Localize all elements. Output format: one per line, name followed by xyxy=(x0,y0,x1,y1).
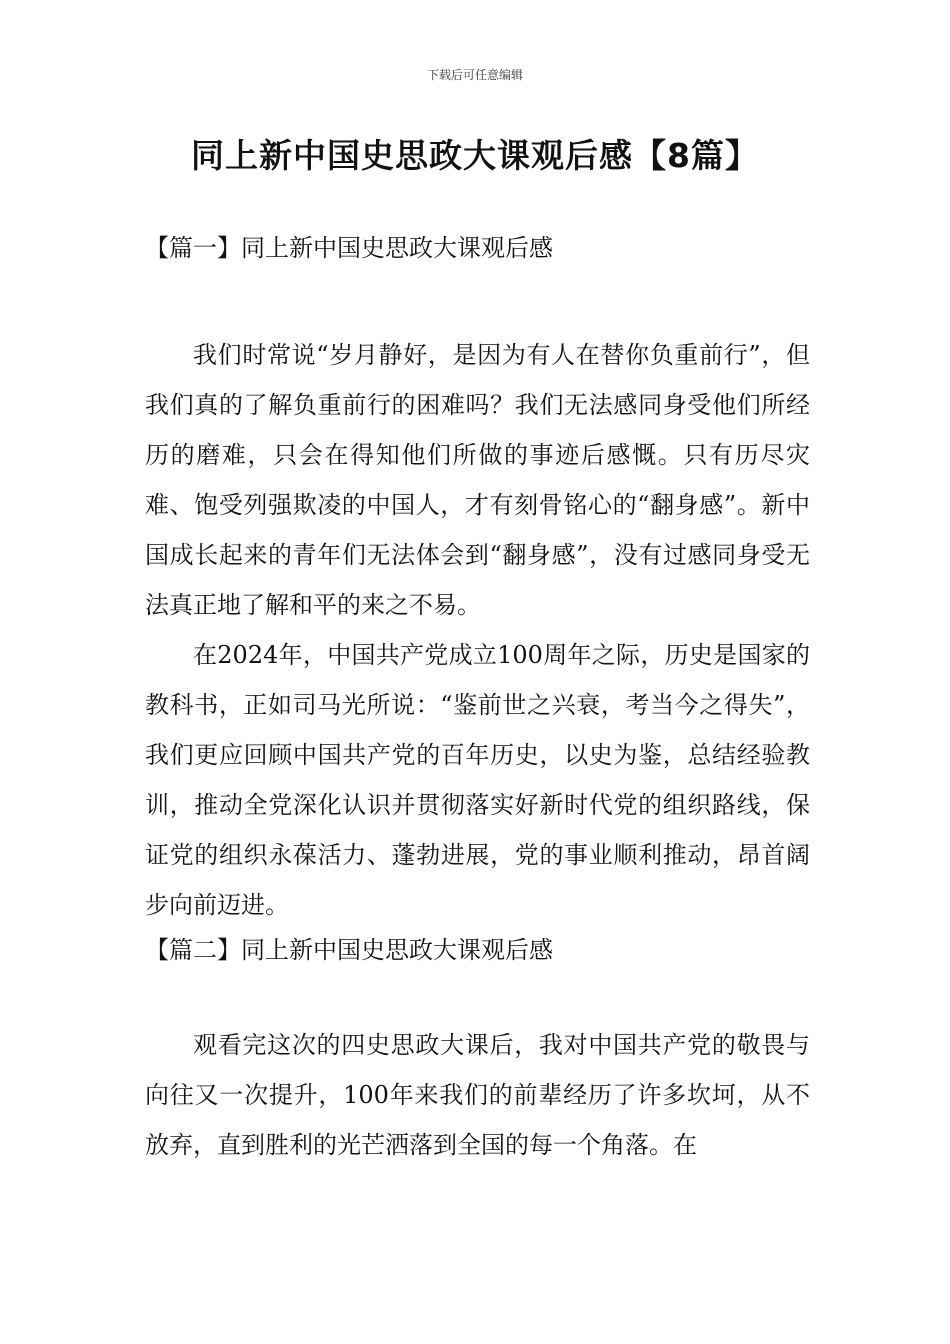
section-heading-2: 【篇二】同上新中国史思政大课观后感 xyxy=(145,936,553,964)
paragraph: 观看完这次的四史思政大课后，我对中国共产党的敬畏与向往又一次提升，100年来我们的前辈经历了许多坎坷，从不放弃，直到胜利的光芒洒落到全国的每一个角落。在 xyxy=(145,1031,810,1159)
document-body xyxy=(145,228,810,1170)
section-heading-1: 【篇一】同上新中国史思政大课观后感 xyxy=(145,234,553,262)
paragraph: 在2024年，中国共产党成立100周年之际，历史是国家的教科书，正如司马光所说：“鉴前世之兴衰，考当今之得失”，我们更应回顾中国共产党的百年历史，以史为鉴，总结经验教训，推动全党深化认识并贯彻落实好新时代党的组织路线，保证党的组织永葆活力、蓬勃进展，党的事业顺利推动，昂首阔步向前迈进。 xyxy=(145,641,810,919)
paragraph: 我们时常说“岁月静好，是因为有人在替你负重前行”，但我们真的了解负重前行的困难吗？我们无法感同身受他们所经历的磨难，只会在得知他们所做的事迹后感慨。只有历尽灾难、饱受列强欺凌的中国人，才有刻骨铭心的“翻身感”。新中国成长起来的青年们无法体会到“翻身感”，没有过感同身受无法真正地了解和平的来之不易。 xyxy=(145,341,810,619)
page-header-note: 下载后可任意编辑 xyxy=(426,68,523,82)
document-title: 同上新中国史思政大课观后感【8篇】 xyxy=(191,136,759,175)
